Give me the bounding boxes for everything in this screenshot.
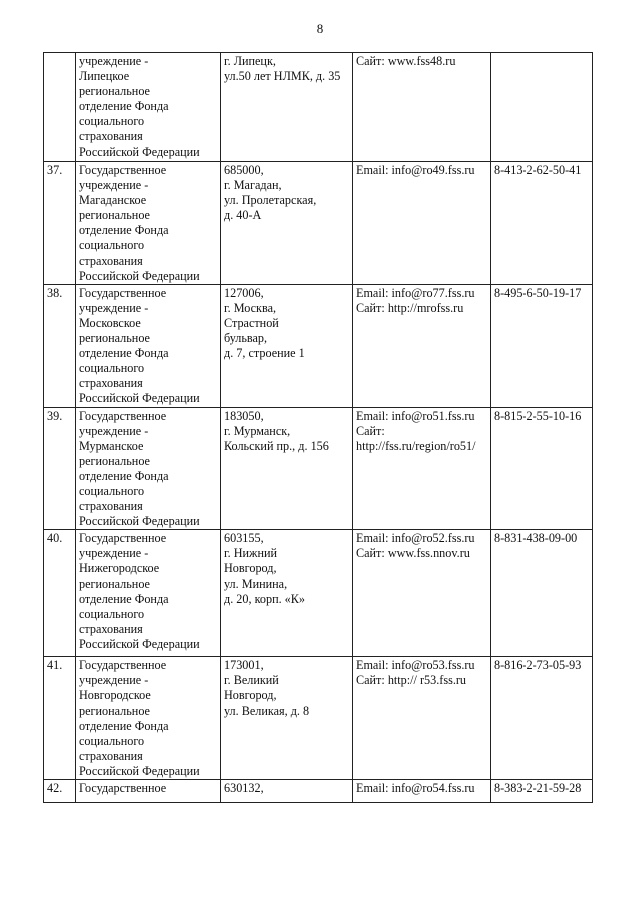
address-line: Кольский пр., д. 156 — [224, 438, 329, 453]
address-line: 173001, — [224, 658, 264, 673]
organization-name-line: региональное — [79, 453, 150, 468]
organization-name-line: Государственное — [79, 781, 167, 795]
phone-number: 8-815-2-55-10-16 — [494, 408, 582, 423]
phone-cell — [491, 162, 593, 285]
contact-cell — [353, 162, 491, 285]
contact-cell — [353, 407, 491, 530]
organization-name-line: Российской Федерации — [79, 268, 200, 283]
address-line: 685000, — [224, 163, 264, 177]
organization-name-line: социального — [79, 361, 145, 376]
organization-name-line: социального — [79, 483, 145, 498]
contact-line: Email: info@ro54.fss.ru — [356, 781, 475, 795]
row-number-cell — [44, 657, 76, 780]
row-number-cell — [44, 530, 76, 657]
address-cell — [221, 53, 353, 162]
organization-name-line: социального — [79, 238, 145, 253]
table-row — [44, 284, 593, 407]
organization-name-line: Государственное — [79, 408, 167, 423]
organization-name-line: отделение Фонда — [79, 468, 169, 483]
organization-name-line: региональное — [79, 331, 150, 346]
address-line: ул.50 лет НЛМК, д. 35 — [224, 69, 341, 84]
address-cell — [221, 407, 353, 530]
organization-name-line: Российской Федерации — [79, 763, 200, 778]
organization-name-line: учреждение - — [79, 423, 149, 438]
row-number-cell — [44, 407, 76, 530]
organization-name-line: социального — [79, 114, 145, 129]
row-number: 41. — [47, 658, 63, 673]
organization-name-line: социального — [79, 606, 145, 621]
address-line: 127006, — [224, 285, 264, 300]
address-line: г. Мурманск, — [224, 423, 291, 438]
contact-line: Сайт: http:// r53.fss.ru — [356, 673, 467, 688]
organization-name-line: Московское — [79, 315, 141, 330]
phone-number: 8-831-438-09-00 — [494, 531, 578, 546]
row-number: 37. — [47, 163, 63, 177]
organization-name-line: Российской Федерации — [79, 514, 200, 529]
row-number-cell — [44, 780, 76, 803]
address-line: 183050, — [224, 408, 264, 423]
organization-name-line: Российской Федерации — [79, 144, 200, 159]
row-number-cell — [44, 162, 76, 285]
address-cell — [221, 162, 353, 285]
organization-name-line: социального — [79, 733, 145, 748]
organization-cell — [76, 407, 221, 530]
row-number: 38. — [47, 285, 63, 300]
organization-name-line: страхования — [79, 748, 143, 763]
fss-offices-table — [43, 52, 593, 803]
row-number: 42. — [47, 781, 63, 795]
organization-name-line: учреждение - — [79, 300, 149, 315]
row-number-cell — [44, 53, 76, 162]
organization-name-line: Нижегородское — [79, 561, 160, 576]
address-line: 603155, — [224, 531, 264, 546]
table-row — [44, 530, 593, 657]
organization-name-line: Мурманское — [79, 438, 144, 453]
organization-name-line: страхования — [79, 499, 143, 514]
address-line: 630132, — [224, 781, 264, 795]
phone-cell — [491, 284, 593, 407]
organization-name-line: отделение Фонда — [79, 718, 169, 733]
contact-cell — [353, 53, 491, 162]
organization-cell — [76, 162, 221, 285]
row-number-cell — [44, 284, 76, 407]
table-row — [44, 53, 593, 162]
organization-cell — [76, 284, 221, 407]
address-cell — [221, 657, 353, 780]
organization-cell — [76, 657, 221, 780]
organization-name-line: региональное — [79, 703, 150, 718]
organization-name-line: Липецкое — [79, 69, 130, 84]
phone-number: 8-495-6-50-19-17 — [494, 285, 582, 300]
address-line: г. Липецк, — [224, 54, 276, 68]
table-row — [44, 162, 593, 285]
phone-number: 8-816-2-73-05-93 — [494, 658, 582, 673]
organization-cell — [76, 530, 221, 657]
address-line: г. Магадан, — [224, 178, 282, 193]
organization-name-line: страхования — [79, 129, 143, 144]
contact-line: Email: info@ro49.fss.ru — [356, 163, 475, 177]
organization-name-line: учреждение - — [79, 178, 149, 193]
organization-name-line: региональное — [79, 576, 150, 591]
address-line: ул. Пролетарская, — [224, 193, 317, 208]
contact-cell — [353, 284, 491, 407]
phone-cell — [491, 407, 593, 530]
organization-name-line: Новгородское — [79, 688, 151, 703]
address-line: ул. Великая, д. 8 — [224, 703, 310, 718]
address-line: г. Великий — [224, 673, 279, 688]
organization-name-line: страхования — [79, 621, 143, 636]
table-body — [44, 53, 593, 803]
address-line: Новгород, — [224, 688, 277, 703]
organization-name-line: Государственное — [79, 658, 167, 673]
contact-line: Сайт: http://mrofss.ru — [356, 300, 464, 315]
phone-cell — [491, 780, 593, 803]
table-row — [44, 407, 593, 530]
address-line: ул. Минина, — [224, 576, 288, 591]
phone-number: 8-383-2-21-59-28 — [494, 781, 582, 795]
contact-line: Email: info@ro52.fss.ru — [356, 531, 475, 546]
organization-name-line: Государственное — [79, 285, 167, 300]
table-row — [44, 780, 593, 803]
contact-cell — [353, 780, 491, 803]
address-cell — [221, 780, 353, 803]
contact-line: http://fss.ru/region/ro51/ — [356, 438, 476, 453]
row-number: 40. — [47, 531, 63, 546]
organization-name-line: отделение Фонда — [79, 99, 169, 114]
contact-line: Email: info@ro77.fss.ru — [356, 285, 475, 300]
organization-cell — [76, 53, 221, 162]
organization-name-line: региональное — [79, 84, 150, 99]
organization-name-line: учреждение - — [79, 54, 149, 68]
phone-number: 8-413-2-62-50-41 — [494, 163, 582, 177]
contact-line: Сайт: — [356, 423, 385, 438]
address-cell — [221, 530, 353, 657]
contact-line: Сайт: www.fss48.ru — [356, 54, 456, 68]
address-line: бульвар, — [224, 331, 268, 346]
phone-cell — [491, 657, 593, 780]
contact-cell — [353, 657, 491, 780]
phone-cell — [491, 530, 593, 657]
address-line: д. 20, корп. «К» — [224, 591, 305, 606]
contact-cell — [353, 530, 491, 657]
address-cell — [221, 284, 353, 407]
address-line: д. 7, строение 1 — [224, 346, 305, 361]
organization-name-line: Государственное — [79, 163, 167, 177]
organization-name-line: учреждение - — [79, 673, 149, 688]
contact-line: Email: info@ro53.fss.ru — [356, 658, 475, 673]
address-line: Страстной — [224, 315, 279, 330]
phone-cell — [491, 53, 593, 162]
organization-name-line: региональное — [79, 208, 150, 223]
organization-name-line: страхования — [79, 376, 143, 391]
organization-name-line: отделение Фонда — [79, 346, 169, 361]
organization-name-line: Российской Федерации — [79, 391, 200, 406]
address-line: г. Москва, — [224, 300, 277, 315]
address-line: Новгород, — [224, 561, 277, 576]
page-number: 8 — [316, 21, 324, 36]
organization-name-line: Магаданское — [79, 193, 147, 208]
address-line: д. 40-А — [224, 208, 262, 223]
organization-cell — [76, 780, 221, 803]
organization-name-line: учреждение - — [79, 546, 149, 561]
address-line: г. Нижний — [224, 546, 278, 561]
organization-name-line: отделение Фонда — [79, 591, 169, 606]
organization-name-line: Государственное — [79, 531, 167, 546]
organization-name-line: страхования — [79, 253, 143, 268]
organization-name-line: отделение Фонда — [79, 223, 169, 238]
contact-line: Сайт: www.fss.nnov.ru — [356, 546, 470, 561]
organization-name-line: Российской Федерации — [79, 636, 200, 651]
row-number: 39. — [47, 408, 63, 423]
table-row — [44, 657, 593, 780]
contact-line: Email: info@ro51.fss.ru — [356, 408, 475, 423]
